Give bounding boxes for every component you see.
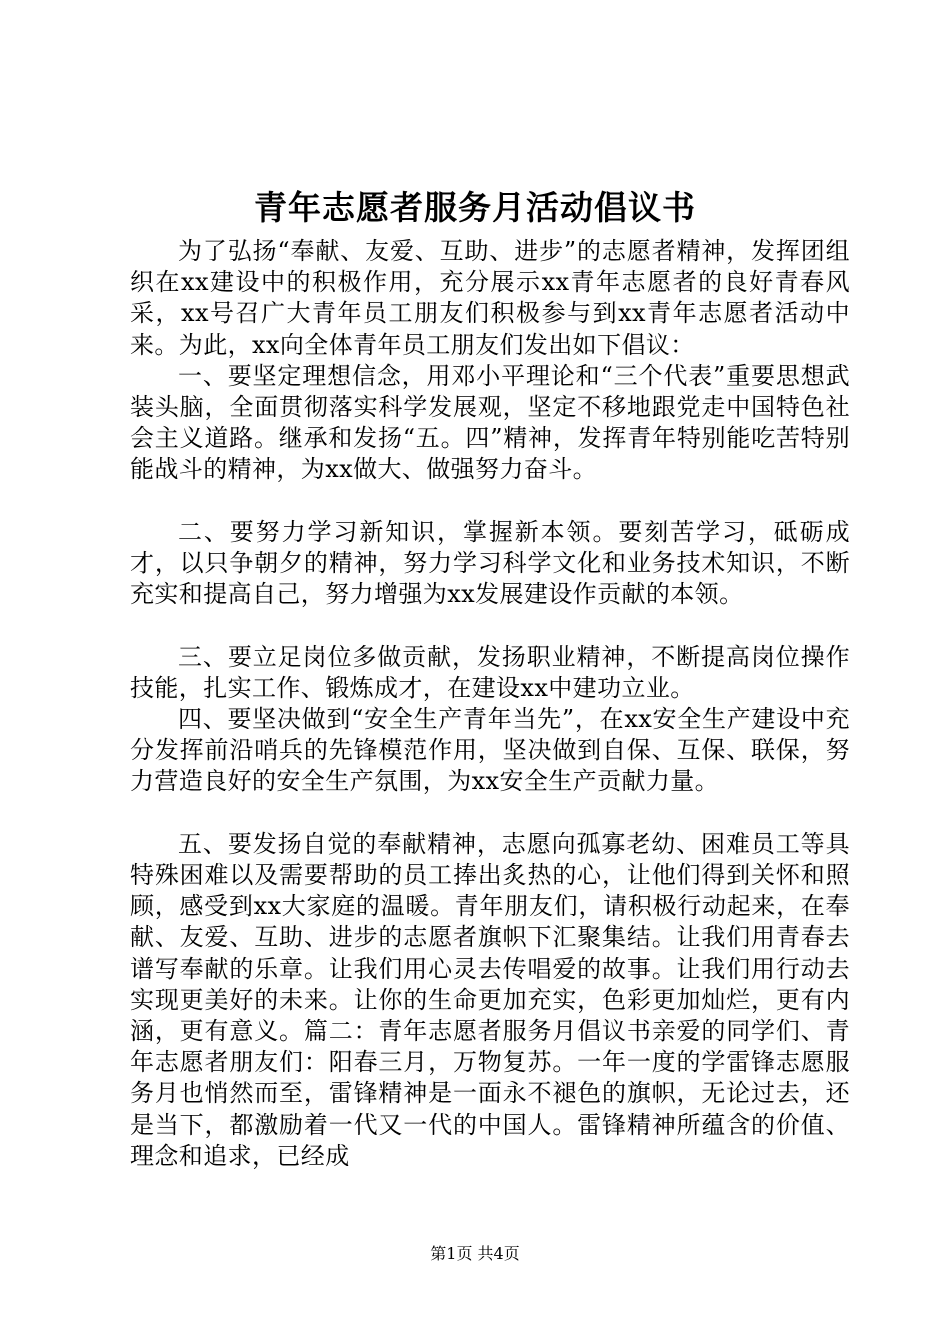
paragraph-item-2: 二、要努力学习新知识，掌握新本领。要刻苦学习，砥砺成才，以只争朝夕的精神，努力学习科学文化和业务技术知识，不断充实和提高自己，努力增强为xx发展建设作贡献的本领。 <box>130 517 850 609</box>
paragraph-item-1: 一、要坚定理想信念，用邓小平理论和“三个代表”重要思想武装头脑，全面贯彻落实科学发展观，坚定不移地跟党走中国特色社会主义道路。继承和发扬“五。四”精神，发挥青年特别能吃苦特别能战斗的精神，为xx做大、做强努力奋斗。 <box>130 361 850 484</box>
paragraph-intro: 为了弘扬“奉献、友爱、互助、进步”的志愿者精神，发挥团组织在xx建设中的积极作用，充分展示xx青年志愿者的良好青春风采，xx号召广大青年员工朋友们积极参与到xx青年志愿者活动中来。为此，xx向全体青年员工朋友们发出如下倡议： <box>130 237 850 359</box>
document-title: 青年志愿者服务月活动倡议书 <box>254 188 696 227</box>
paragraph-item-3: 三、要立足岗位多做贡献，发扬职业精神，不断提高岗位操作技能，扎实工作、锻炼成才，在建设xx中建功立业。 <box>130 642 850 702</box>
page-footer: 第1页 共4页 <box>430 1244 520 1263</box>
paragraph-item-5: 五、要发扬自觉的奉献精神，志愿向孤寡老幼、困难员工等具特殊困难以及需要帮助的员工捧出炙热的心，让他们得到关怀和照顾，感受到xx大家庭的温暖。青年朋友们，请积极行动起来，在奉献、友爱、互助、进步的志愿者旗帜下汇聚集结。让我们用青春去谱写奉献的乐章。让我们用心灵去传唱爱的故事。让我们用行动去实现更美好的未来。让你的生命更加充实，色彩更加灿烂，更有内涵，更有意义。篇二：青年志愿者服务月倡议书亲爱的同学们、青年志愿者朋友们：阳春三月，万物复苏。一年一度的学雷锋志愿服务月也悄然而至，雷锋精神是一面永不褪色的旗帜，无论过去，还是当下，都激励着一代又一代的中国人。雷锋精神所蕴含的价值、理念和追求，已经成 <box>130 829 850 1170</box>
paragraph-item-4: 四、要坚决做到“安全生产青年当先”，在xx安全生产建设中充分发挥前沿哨兵的先锋模范作用，坚决做到自保、互保、联保，努力营造良好的安全生产氛围，为xx安全生产贡献力量。 <box>130 705 850 796</box>
document-body <box>130 236 850 1172</box>
